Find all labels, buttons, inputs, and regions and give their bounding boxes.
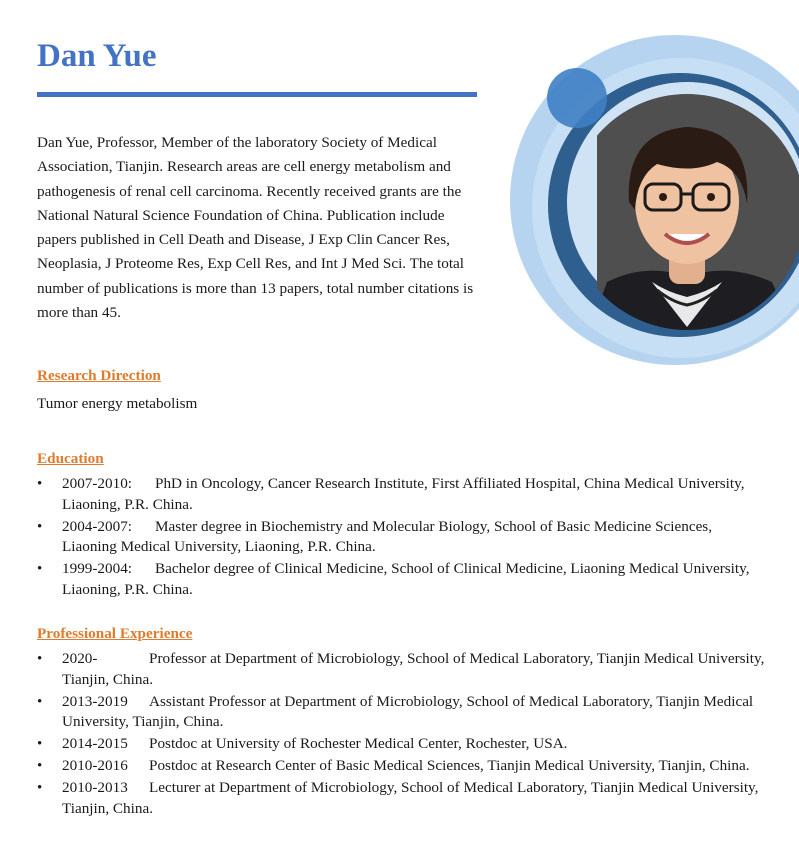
- education-period: 2004-2007:: [62, 517, 133, 535]
- experience-item: [37, 649, 767, 690]
- experience-period: 2010-2016: [62, 757, 128, 774]
- experience-detail: Postdoc at Research Center of Basic Medical Sciences, Tianjin Medical University, Tianjin, China.: [149, 757, 750, 774]
- education-list: [37, 474, 767, 602]
- education-period: 1999-2004:: [62, 560, 133, 577]
- experience-period: 2020-: [62, 650, 98, 667]
- title-underline: [37, 92, 477, 97]
- experience-period: 2013-2019: [62, 692, 128, 710]
- education-heading: Education: [37, 450, 104, 467]
- education-item: [37, 517, 767, 558]
- profile-bio: Dan Yue, Professor, Member of the laboratory Society of Medical Association, Tianjin. Research areas are cell energy metabolism and pathogenesis of renal cell carcinoma. Recently received grants are the National Natural Science Foundation of China. Publication include papers published in Cell Death and Disease, J Exp Clin Cancer Res, Neoplasia, J Proteome Res, Exp Cell Res, and Int J Med Sci. The total number of publications is more than 13 papers, total number citations is more than 45.: [37, 134, 474, 322]
- profile-name: Dan Yue: [37, 38, 157, 74]
- experience-item: [37, 692, 767, 733]
- education-item: [37, 559, 767, 600]
- experience-item: [37, 756, 767, 777]
- profile-photo: [597, 92, 799, 337]
- education-detail: PhD in Oncology, Cancer Research Institute, First Affiliated Hospital, China Medical University, Liaoning, P.R. China.: [62, 475, 745, 513]
- experience-detail: Professor at Department of Microbiology, School of Medical Laboratory, Tianjin Medical University, Tianjin, China.: [62, 650, 765, 688]
- experience-list: [37, 649, 767, 821]
- research-direction-heading: Research Direction: [37, 367, 161, 384]
- experience-item: [37, 734, 767, 755]
- education-detail: Bachelor degree of Clinical Medicine, School of Clinical Medicine, Liaoning Medical University, Liaoning, P.R. China.: [62, 560, 750, 598]
- education-item: [37, 474, 767, 515]
- education-detail: Master degree in Biochemistry and Molecular Biology, School of Basic Medicine Sciences, Liaoning Medical University, Liaoning, P.R. China.: [62, 517, 713, 555]
- experience-detail: Lecturer at Department of Microbiology, School of Medical Laboratory, Tianjin Medical University, Tianjin, China.: [62, 779, 759, 817]
- education-period: 2007-2010:: [62, 475, 133, 492]
- experience-detail: Assistant Professor at Department of Microbiology, School of Medical Laboratory, Tianjin Medical University, Tianjin, China.: [62, 692, 754, 730]
- experience-detail: Postdoc at University of Rochester Medical Center, Rochester, USA.: [149, 735, 568, 752]
- experience-period: 2014-2015: [62, 735, 128, 752]
- experience-period: 2010-2013: [62, 779, 128, 796]
- research-direction-text: Tumor energy metabolism: [37, 395, 198, 412]
- experience-item: [37, 778, 767, 819]
- professional-experience-heading: Professional Experience: [37, 625, 193, 642]
